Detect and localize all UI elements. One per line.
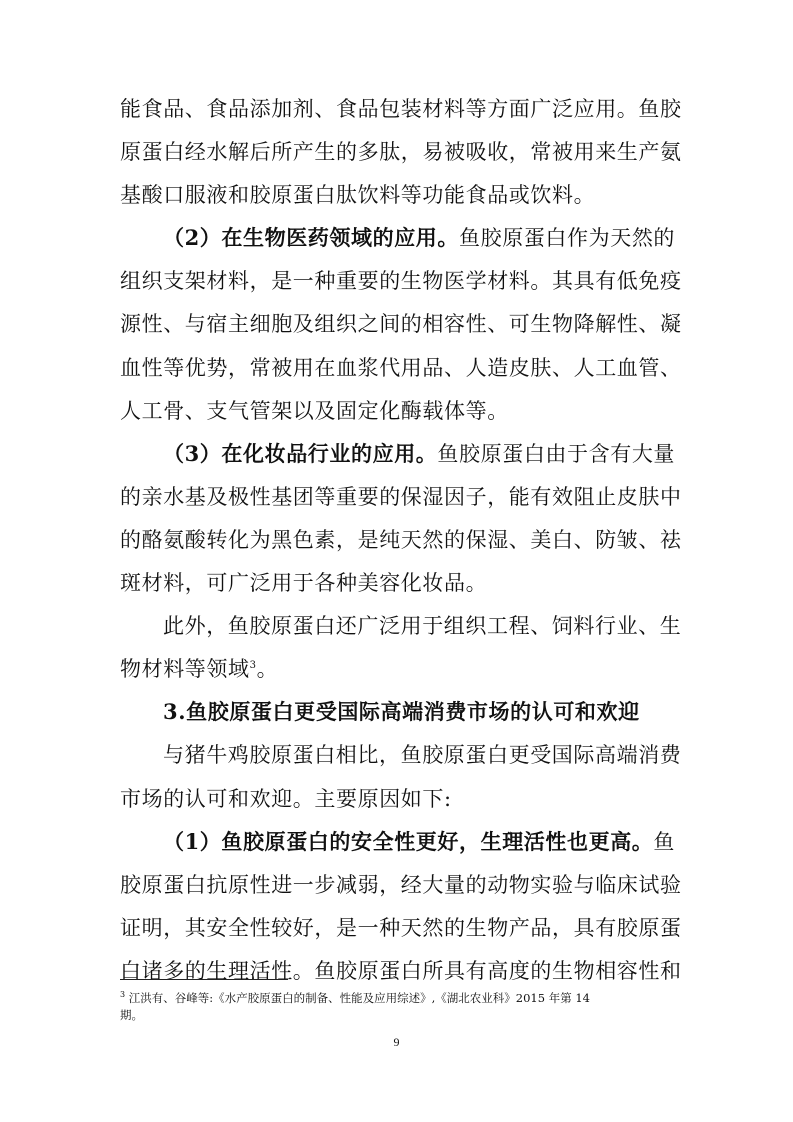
subsection-line (163, 828, 676, 856)
body-line: 血性等优势，常被用在血浆代用品、人造皮肤、人工血管、 (120, 356, 682, 380)
footnote-separator (120, 979, 288, 980)
section-heading: 3.鱼胶原蛋白更受国际高端消费市场的认可和欢迎 (163, 699, 640, 724)
body-text: 鱼胶原蛋白由于含有大量 (437, 442, 676, 466)
subsection-heading-cosmetics: （3）在化妆品行业的应用。 (163, 441, 438, 466)
subsection-heading-biomedical: （2）在生物医药领域的应用。 (163, 225, 460, 250)
body-line: 白诸多的生理活性。鱼胶原蛋白所具有高度的生物相容性和 (120, 959, 682, 983)
footnote-marker: 3 (120, 990, 126, 1000)
footnote-text: 江洪有、谷峰等:《水产胶原蛋白的制备、性能及应用综述》,《湖北农业科》2015 年第 14 (125, 991, 590, 1005)
body-text: 物材料等领域 (120, 657, 250, 681)
body-text: 。 (256, 657, 279, 681)
body-line: 斑材料，可广泛用于各种美容化妆品。 (120, 571, 488, 595)
subsection-line (163, 440, 676, 468)
subsection-heading-safety: （1）鱼胶原蛋白的安全性更好，生理活性也更高。 (163, 829, 654, 854)
body-line (120, 655, 672, 683)
body-line: 基酸口服液和胶原蛋白肽饮料等功能食品或饮料。 (120, 183, 596, 207)
footnote-ref: 3 (249, 660, 257, 671)
body-line: 此外，鱼胶原蛋白还广泛用于组织工程、饲料行业、生 (163, 614, 682, 638)
body-text: 鱼 (653, 830, 676, 854)
footnote-continuation: 期。 (120, 1008, 143, 1022)
body-line: 人工骨、支气管架以及固定化酶载体等。 (120, 399, 509, 423)
body-line: 市场的认可和欢迎。主要原因如下: (120, 787, 452, 811)
body-line: 能食品、食品添加剂、食品包装材料等方面广泛应用。鱼胶 (120, 97, 682, 121)
body-text: 鱼胶原蛋白作为天然的 (459, 226, 676, 250)
page-number: 9 (393, 1035, 400, 1049)
body-line: 组织支架材料，是一种重要的生物医学材料。其具有低免疫 (120, 269, 682, 293)
footnote (120, 990, 676, 1006)
body-line: 与猪牛鸡胶原蛋白相比，鱼胶原蛋白更受国际高端消费 (163, 743, 682, 767)
body-line: 源性、与宿主细胞及组织之间的相容性、可生物降解性、凝 (120, 312, 682, 336)
body-line: 胶原蛋白抗原性进一步减弱，经大量的动物实验与临床试验 (120, 873, 682, 897)
body-line: 证明，其安全性较好，是一种天然的生物产品，具有胶原蛋 (120, 916, 682, 940)
body-line: 原蛋白经水解后所产生的多肽，易被吸收，常被用来生产氨 (120, 140, 682, 164)
body-line: 的酪氨酸转化为黑色素，是纯天然的保湿、美白、防皱、祛 (120, 528, 682, 552)
body-line: 的亲水基及极性基团等重要的保湿因子，能有效阻止皮肤中 (120, 485, 682, 509)
subsection-line (163, 224, 676, 252)
